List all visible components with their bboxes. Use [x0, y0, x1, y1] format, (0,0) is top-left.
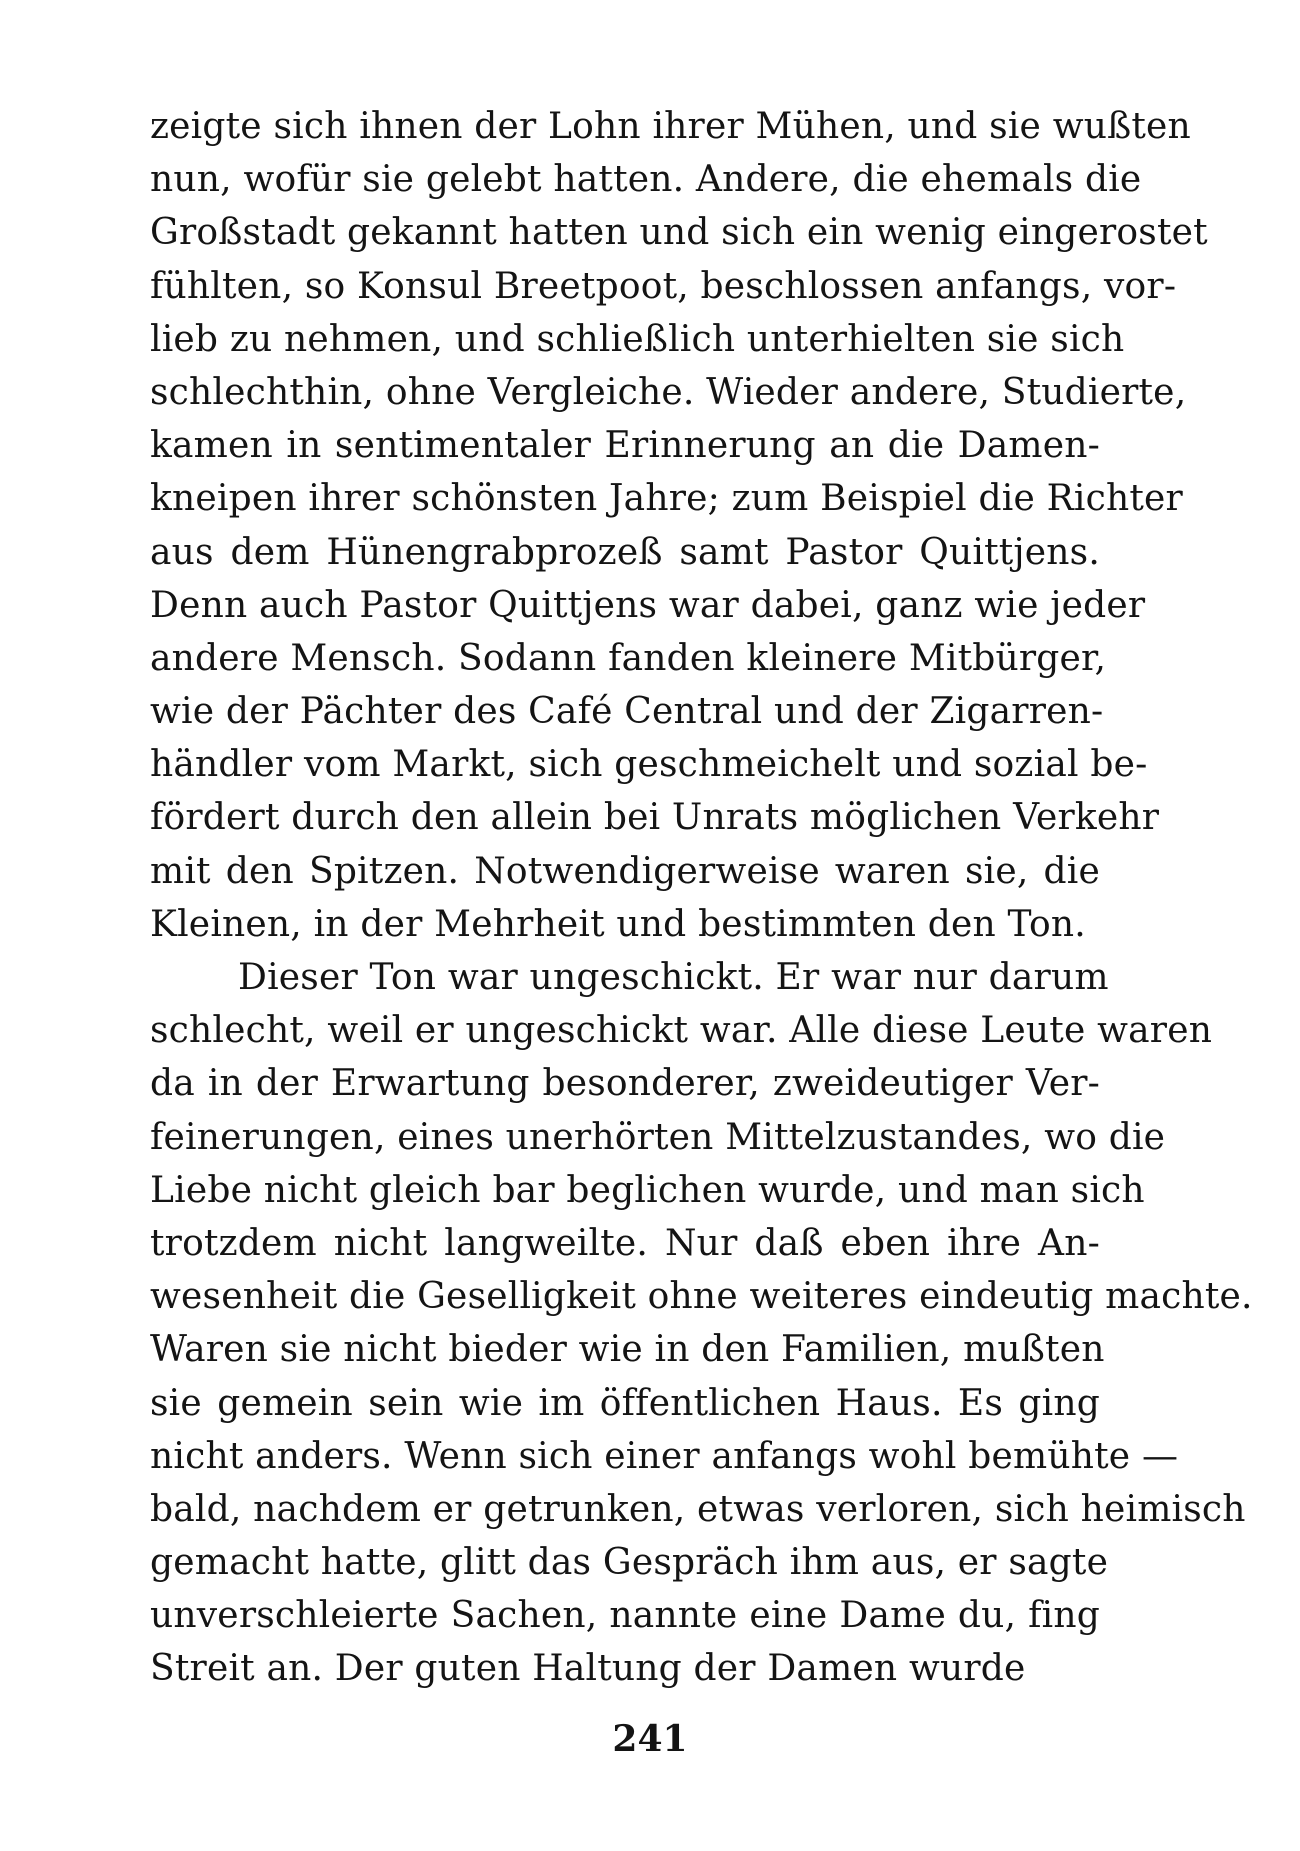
page-number: 241 — [612, 1718, 688, 1760]
text-line: andere Mensch. Sodann fanden kleinere Mitbürger, — [150, 637, 1107, 679]
text-line: zeigte sich ihnen der Lohn ihrer Mühen, und sie wußten — [150, 106, 1191, 147]
text-line: bald, nachdem er getrunken, etwas verloren, sich heimisch — [150, 1488, 1246, 1530]
paragraph — [150, 100, 1208, 951]
text-line: händler vom Markt, sich geschmeichelt und sozial be- — [150, 744, 1148, 786]
text-line: Großstadt gekannt hatten und sich ein wenig eingerostet — [150, 212, 1208, 254]
text-line: fördert durch den allein bei Unrats möglichen Verkehr — [150, 797, 1160, 839]
text-line: schlecht, weil er ungeschickt war. Alle diese Leute waren — [150, 1010, 1213, 1052]
text-line: kneipen ihrer schönsten Jahre; zum Beispiel die Richter — [150, 478, 1183, 520]
text-line: Waren sie nicht bieder wie in den Familien, mußten — [150, 1329, 1105, 1371]
text-line: gemacht hatte, glitt das Gespräch ihm aus, er sagte — [150, 1542, 1109, 1584]
text-line: da in der Erwartung besonderer, zweideutiger Ver- — [150, 1063, 1100, 1105]
text-line: aus dem Hünengrabprozeß samt Pastor Quittjens. — [150, 531, 1100, 573]
text-line: Kleinen, in der Mehrheit und bestimmten den Ton. — [150, 903, 1086, 945]
text-line: nicht anders. Wenn sich einer anfangs wohl bemühte — — [150, 1435, 1179, 1477]
text-line: trotzdem nicht langweilte. Nur daß eben ihre An- — [150, 1222, 1100, 1264]
text-line: Liebe nicht gleich bar beglichen wurde, und man sich — [150, 1169, 1145, 1211]
text-line: nun, wofür sie gelebt hatten. Andere, die ehemals die — [150, 159, 1142, 201]
text-line: unverschleierte Sachen, nannte eine Dame du, fing — [150, 1595, 1100, 1637]
paragraph — [150, 951, 1253, 1696]
text-line: Dieser Ton war ungeschickt. Er war nur darum — [238, 957, 1109, 998]
text-line: wie der Pächter des Café Central und der Zigarren- — [150, 691, 1104, 733]
text-line: mit den Spitzen. Notwendigerweise waren sie, die — [150, 850, 1100, 892]
body-text — [150, 100, 1253, 1696]
text-line: Streit an. Der guten Haltung der Damen wurde — [150, 1648, 1026, 1690]
text-line: lieb zu nehmen, und schließlich unterhielten sie sich — [150, 318, 1125, 360]
text-line: fühlten, so Konsul Breetpoot, beschlossen anfangs, vor- — [150, 265, 1177, 307]
text-line: kamen in sentimentaler Erinnerung an die Damen- — [150, 425, 1100, 467]
text-line: wesenheit die Geselligkeit ohne weiteres eindeutig machte. — [150, 1276, 1253, 1318]
text-line: feinerungen, eines unerhörten Mittelzustandes, wo die — [150, 1116, 1166, 1158]
text-line: sie gemein sein wie im öffentlichen Haus. Es ging — [150, 1382, 1100, 1424]
text-line: schlechthin, ohne Vergleiche. Wieder andere, Studierte, — [150, 371, 1187, 413]
text-line: Denn auch Pastor Quittjens war dabei, ganz wie jeder — [150, 584, 1146, 626]
